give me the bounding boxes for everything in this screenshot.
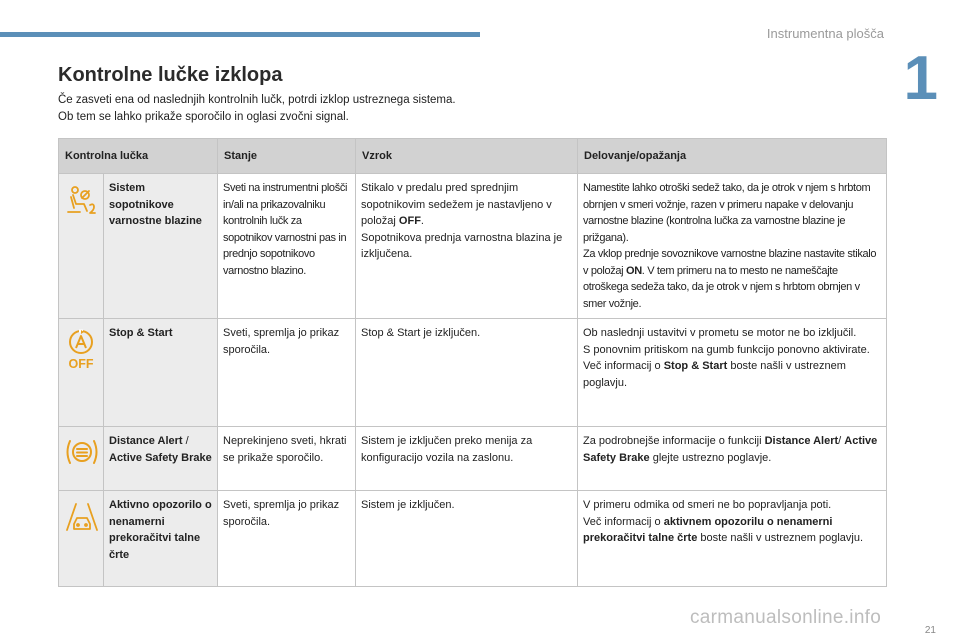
- lamp-action: [578, 427, 887, 491]
- lamp-cause: Sistem je izključen preko menija za konfiguracijo vozila na zaslonu.: [356, 427, 578, 491]
- cause-text: Stikalo v predalu pred sprednjim sopotnikovim sedežem je nastavljeno v položaj: [361, 182, 552, 227]
- cause-text: Sopotnikova prednja varnostna blazina je izključena.: [361, 231, 563, 260]
- intro-line: Če zasveti ena od naslednjih kontrolnih lučk, potrdi izklop ustreznega sistema.: [58, 94, 456, 106]
- action-text: Ob naslednji ustavitvi v prometu se motor ne bo izključil.: [583, 327, 857, 339]
- lamp-state: Neprekinjeno sveti, hkrati se prikaže sporočilo.: [218, 427, 356, 491]
- lamp-icon-cell: [59, 491, 104, 587]
- col-header-cause: Vzrok: [356, 139, 578, 174]
- action-bold: ON: [625, 264, 642, 277]
- action-text: . V tem primeru na to mesto ne nameščajte otroškega sedeža tako, da je otrok v njem s hrbtom obrnjen v smer vožnje.: [583, 264, 860, 310]
- lamp-name: Stop & Start: [104, 319, 218, 427]
- table-header-row: [59, 139, 887, 174]
- lamp-name: Sistem sopotnikove varnostne blazine: [104, 174, 218, 319]
- lamp-cause: Sistem je izključen.: [356, 491, 578, 587]
- page-number: 21: [924, 625, 936, 636]
- lamp-icon-cell: [59, 319, 104, 427]
- svg-text:OFF: OFF: [68, 357, 94, 371]
- table-row: [59, 319, 887, 427]
- page-title: Kontrolne lučke izklopa: [58, 64, 283, 86]
- section-title: Instrumentna plošča: [766, 26, 884, 41]
- action-text: Za podrobnejše informacije o funkciji: [583, 435, 765, 447]
- action-text: Namestite lahko otroški sedež tako, da je otrok v njem s hrbtom obrnjen v smeri vožnje, razen v primeru napake v delovanju varnostne blazine (kontrolna lučka za varnostne blazine je prižgana).: [583, 182, 871, 244]
- action-text: V primeru odmika od smeri ne bo popravljanja poti.: [583, 499, 832, 511]
- action-text: boste našli v ustreznem poglavju.: [583, 360, 846, 389]
- lamp-name-part: Distance Alert: [109, 435, 183, 447]
- airbag-off-icon: [64, 184, 98, 218]
- action-text: Za vklop prednje sovoznikove varnostne blazine nastavite stikalo v položaj: [583, 248, 877, 277]
- lamp-action: [578, 174, 887, 319]
- col-header-action: Delovanje/opažanja: [578, 139, 887, 174]
- lamp-name-part: Active Safety Brake: [109, 451, 212, 464]
- warning-lights-table: [58, 138, 887, 587]
- watermark: carmanualsonline.info: [690, 607, 882, 628]
- intro-line: Ob tem se lahko prikaže sporočilo in oglasi zvočni signal.: [58, 111, 349, 123]
- lamp-action: [578, 491, 887, 587]
- chapter-number: 1: [903, 44, 938, 113]
- lamp-name: [104, 427, 218, 491]
- lamp-state: Sveti, spremlja jo prikaz sporočila.: [218, 319, 356, 427]
- lamp-icon-cell: [59, 427, 104, 491]
- cause-bold: OFF: [398, 215, 421, 227]
- stop-start-off-icon: [64, 329, 98, 371]
- action-bold: aktivnem opozorilu o nenamerni prekoračitvi talne črte: [583, 515, 833, 544]
- lamp-cause: Stop & Start je izključen.: [356, 319, 578, 427]
- table-row: [59, 174, 887, 319]
- distance-alert-icon: [64, 437, 98, 467]
- intro-text: [58, 92, 456, 126]
- action-text: Več informacij o: [583, 360, 664, 372]
- action-text: /: [838, 435, 845, 447]
- action-bold: Stop & Start: [663, 360, 728, 372]
- action-text: glejte ustrezno poglavje.: [649, 451, 772, 464]
- cause-text: .: [420, 215, 424, 227]
- table-row: [59, 491, 887, 587]
- lamp-state: Sveti na instrumentni plošči in/ali na prikazovalniku kontrolnih lučk za sopotnikov varnostni pas in prednjo sopotnikovo varnostno blazino.: [218, 174, 356, 319]
- action-bold: Active Safety Brake: [583, 435, 878, 464]
- action-text: boste našli v ustreznem poglavju.: [697, 532, 864, 544]
- lamp-state: Sveti, spremlja jo prikaz sporočila.: [218, 491, 356, 587]
- lamp-icon-cell: [59, 174, 104, 319]
- lamp-name-sep: /: [182, 435, 189, 447]
- action-bold: Distance Alert: [764, 435, 839, 447]
- action-text: S ponovnim pritiskom na gumb funkcijo ponovno aktivirate.: [583, 343, 870, 356]
- lamp-name: Aktivno opozorilo o nenamerni prekoračitvi talne črte: [104, 491, 218, 587]
- lamp-action: [578, 319, 887, 427]
- action-text: Več informacij o: [583, 515, 664, 528]
- header-accent-bar: [0, 32, 480, 37]
- col-header-lamp: Kontrolna lučka: [59, 139, 218, 174]
- lamp-cause: [356, 174, 578, 319]
- table-row: [59, 427, 887, 491]
- lane-departure-icon: [64, 501, 98, 533]
- col-header-state: Stanje: [218, 139, 356, 174]
